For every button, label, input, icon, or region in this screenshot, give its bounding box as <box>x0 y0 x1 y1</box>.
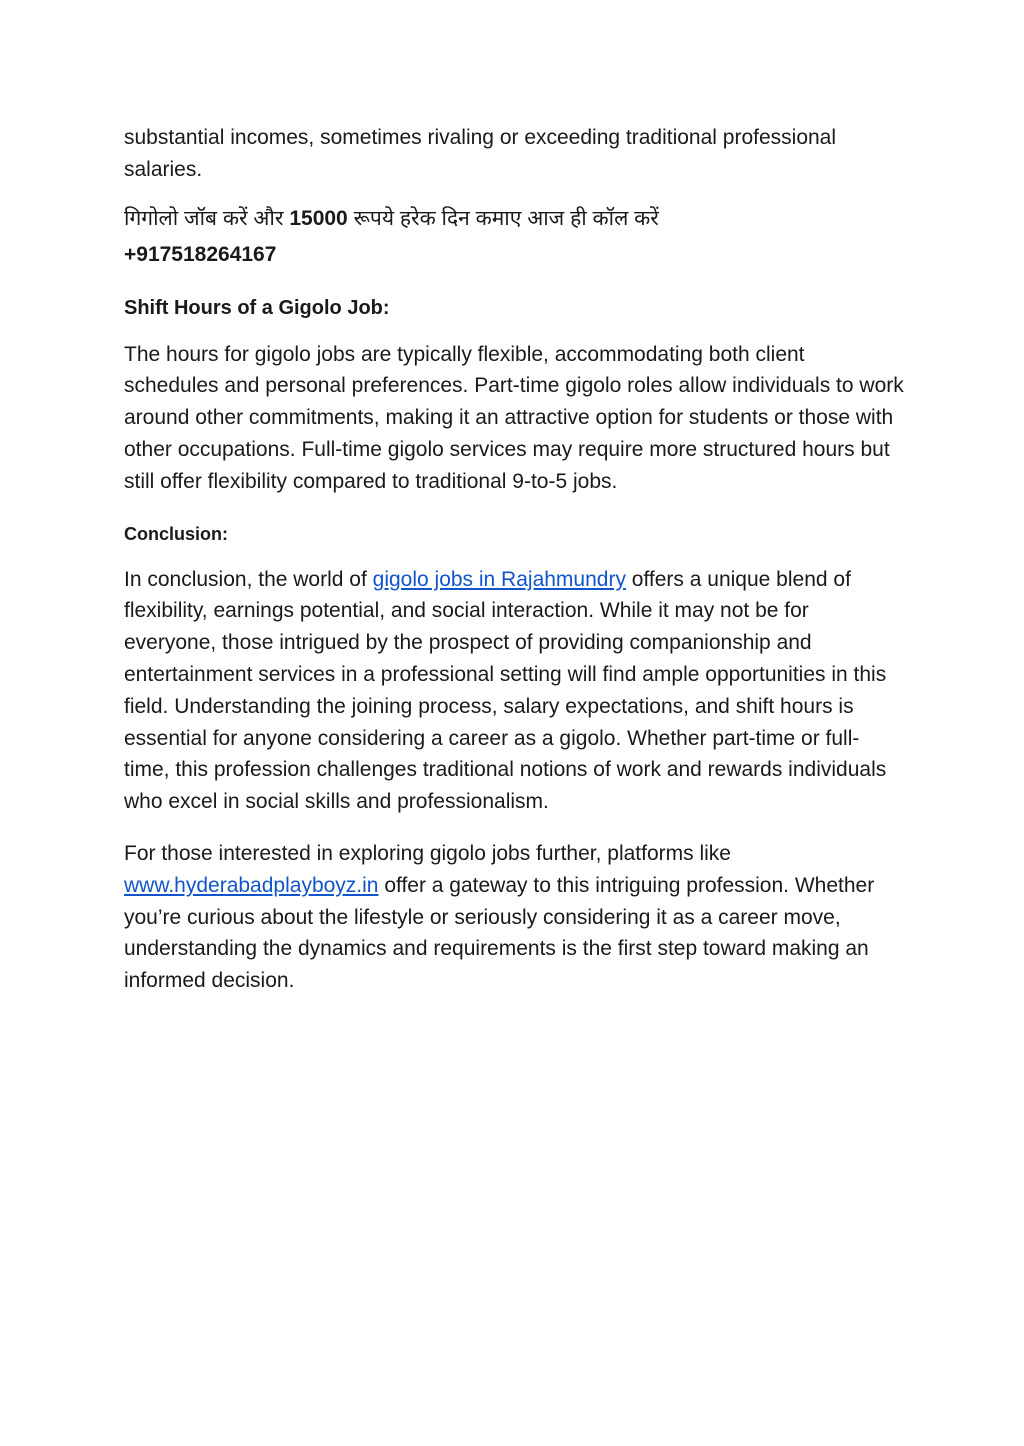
conclusion-heading: Conclusion: <box>124 523 228 544</box>
intro-paragraph: substantial incomes, sometimes rivaling or exceeding traditional professional salaries. <box>124 126 837 181</box>
shift-hours-paragraph: The hours for gigolo jobs are typically flexible, accommodating both client schedules and personal preferences. Part-time gigolo roles allow individuals to work around other commitments, making it an attractive option for students or those with other occupations. Full-time gigolo services may require more structured hours but still offer flexibility compared to traditional 9-to-5 jobs. <box>124 342 904 493</box>
shift-hours-heading: Shift Hours of a Gigolo Job: <box>124 296 390 319</box>
platforms-text-before-link: For those interested in exploring gigolo jobs further, platforms like <box>124 841 731 865</box>
platforms-text-after-link: offer a gateway to this intriguing profession. Whether you’re curious about the lifestyle or seriously considering it as a career move, understanding the dynamics and requirements is the first step toward making an informed decision. <box>124 873 875 993</box>
conclusion-paragraph <box>124 564 904 818</box>
website-link[interactable]: www.hyderabadplayboyz.in <box>124 873 379 897</box>
conclusion-text-before-link: In conclusion, the world of <box>124 567 373 591</box>
promo-amount: 15000 <box>289 206 348 230</box>
promo-line <box>124 199 904 239</box>
document-content <box>124 122 904 997</box>
gigolo-jobs-rajahmundry-link[interactable]: gigolo jobs in Rajahmundry <box>372 567 626 591</box>
promo-hindi-part1: गिगोलो जॉब करें और <box>124 206 290 230</box>
platforms-paragraph <box>124 838 904 997</box>
promo-hindi-part2: रूपये हरेक दिन कमाए आज ही कॉल करें <box>347 206 659 230</box>
conclusion-text-after-link: offers a unique blend of flexibility, earnings potential, and social interaction. While it may not be for everyone, those intrigued by the prospect of providing companionship and entertainment services in a professional setting will find ample opportunities in this field. Understanding the joining process, salary expectations, and shift hours is essential for anyone considering a career as a gigolo. Whether part-time or full-time, this profession challenges traditional notions of work and rewards individuals who excel in social skills and professionalism. <box>124 567 887 814</box>
promo-phone: +917518264167 <box>124 242 277 266</box>
